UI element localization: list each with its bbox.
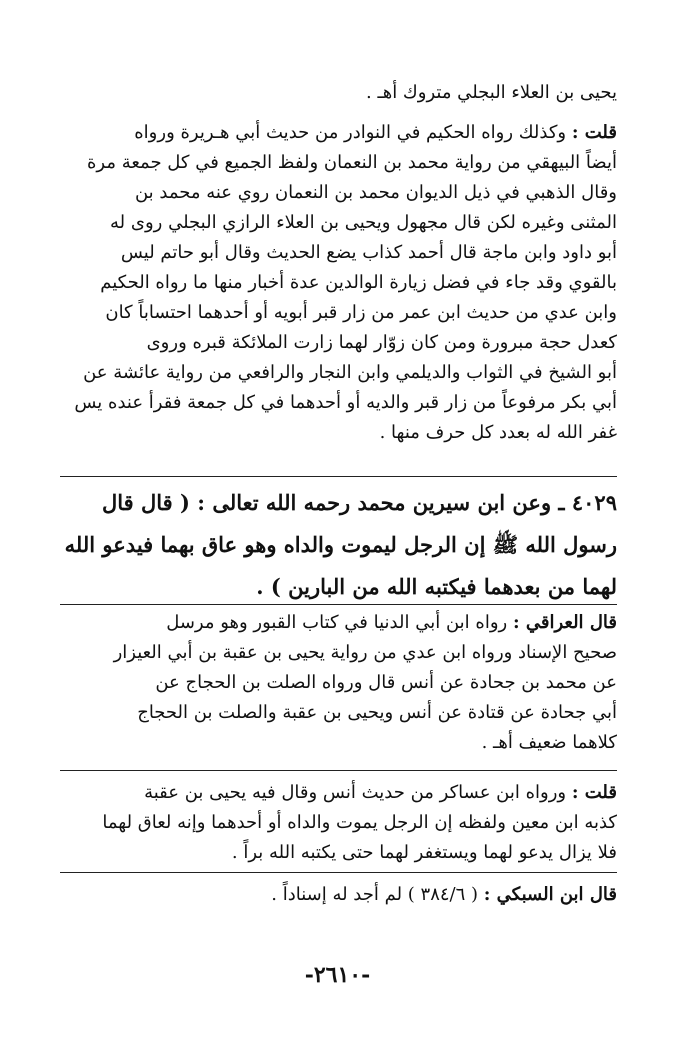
- text-line: بالقوي وقد جاء في فضل زيارة الوالدين عدة أخبار منها ما رواه الحكيم: [100, 272, 617, 293]
- text-line: قال العراقي : رواه ابن أبي الدنيا في كتاب القبور وهو مرسل: [166, 612, 617, 633]
- text-line: غفر الله له بعدد كل حرف منها .: [379, 422, 617, 443]
- text-line: أبو داود وابن ماجة قال أحمد كذاب يضع الحديث وقال أبو حاتم ليس: [120, 242, 617, 263]
- qultu-label: قلت :: [571, 122, 617, 143]
- text-line: يحيى بن العلاء البجلي متروك أهـ .: [366, 82, 617, 103]
- page-number: -٢٦١٠-: [304, 962, 371, 988]
- text-line: صحيح الإسناد ورواه ابن عدي من رواية يحيى بن عقبة بن أبي العيزار: [113, 642, 617, 663]
- text-line: كعدل حجة مبرورة ومن كان زوّار لهما زارت الملائكة قبره وروى: [146, 332, 617, 353]
- qultu-paragraph: [60, 118, 617, 448]
- qultu-label: قلت :: [571, 782, 617, 803]
- qultu-ibn-asakir: [60, 778, 617, 868]
- hadith-line: ٤٠٢٩ ـ وعن ابن سيرين محمد رحمه الله تعالى : ( قال قال: [102, 490, 617, 515]
- text-line: كلاهما ضعيف أهـ .: [481, 732, 617, 753]
- text-line: وقال الذهبي في ذيل الديوان محمد بن النعمان روي عنه محمد بن: [134, 182, 617, 203]
- text-line: عن محمد بن جحادة عن أنس قال ورواه الصلت بن الحجاج عن: [155, 672, 617, 693]
- iraqi-label: قال العراقي :: [512, 612, 617, 633]
- text-line: أبو الشيخ في الثواب والديلمي وابن النجار والرافعي من رواية عائشة عن: [83, 362, 617, 383]
- text-line: المثنى وغيره لكن قال مجهول ويحيى بن العلاء الرازي البجلي روى له: [110, 212, 617, 233]
- text-line: أيضاً البيهقي من رواية محمد بن النعمان ولفظ الجميع في كل جمعة مرة: [86, 152, 617, 173]
- section-divider: [60, 872, 617, 873]
- text-line: كذبه ابن معين ولفظه إن الرجل يموت والداه أو أحدهما وإنه لعاق لهما: [102, 812, 617, 833]
- text-line: قلت : ورواه ابن عساكر من حديث أنس وقال فيه يحيى بن عقبة: [144, 782, 617, 803]
- text-line: أبي جحادة عن قتادة عن أنس ويحيى بن عقبة والصلت بن الحجاج: [137, 702, 617, 723]
- text-line: وابن عدي من حديث ابن عمر من زار قبر أبويه أو أحدهما احتساباً كان: [105, 302, 617, 323]
- previous-paragraph-end: [60, 78, 617, 108]
- subki-note: [60, 880, 617, 910]
- hadith-line: رسول الله ﷺ إن الرجل ليموت والداه وهو عاق بهما فيدعو الله: [64, 532, 617, 557]
- section-divider: [60, 476, 617, 477]
- text-line: قال ابن السبكي : ( ٣٨٤/٦ ) لم أجد له إسناداً .: [271, 884, 617, 905]
- text-line: أبي بكر مرفوعاً من زار قبر والديه أو أحدهما في كل جمعة فقرأ عنده يس: [74, 392, 617, 413]
- section-divider: [60, 770, 617, 771]
- subki-label: قال ابن السبكي :: [483, 884, 617, 905]
- text-line: فلا يزال يدعو لهما ويستغفر لهما حتى يكتبه الله براً .: [231, 842, 617, 863]
- hadith-text: [60, 482, 617, 608]
- text-line: قلت : وكذلك رواه الحكيم في النوادر من حديث أبي هـريرة ورواه: [134, 122, 617, 143]
- hadith-line: لهما من بعدهما فيكتبه الله من البارين ) .: [256, 574, 617, 599]
- section-divider: [60, 604, 617, 605]
- iraqi-commentary: [60, 608, 617, 758]
